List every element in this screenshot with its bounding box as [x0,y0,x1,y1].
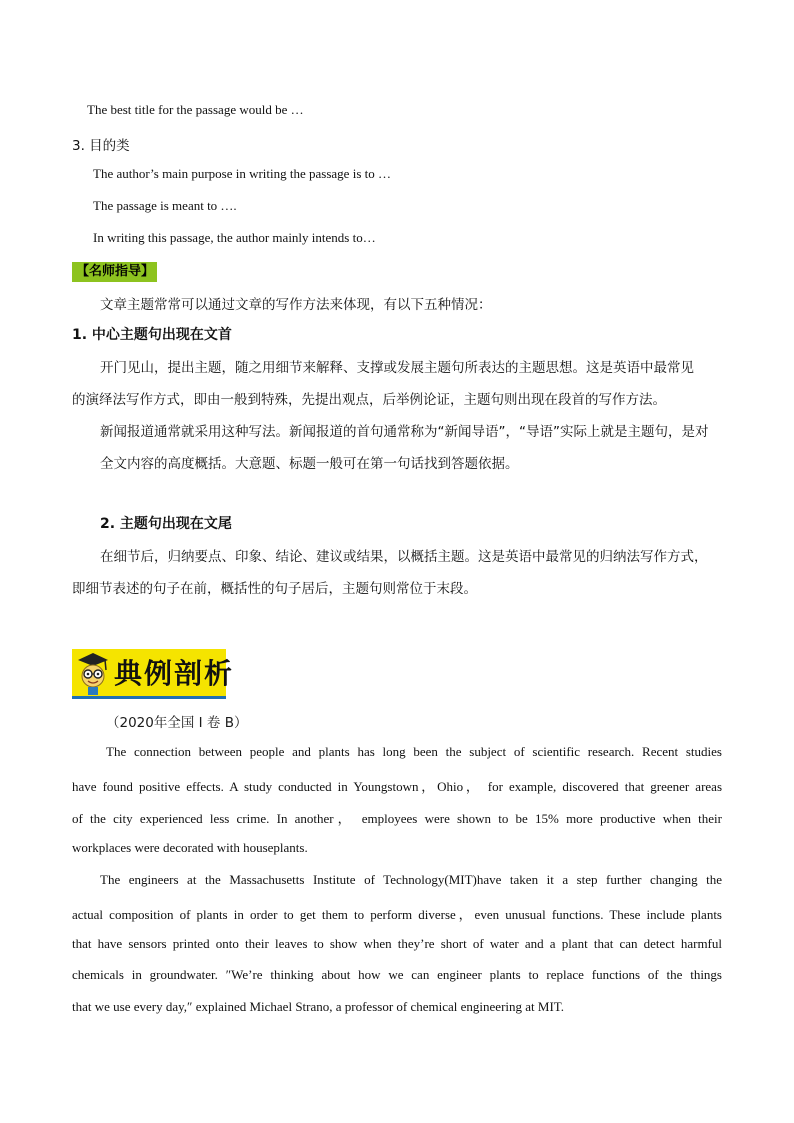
passage-p1-line1: The connection between people and plants has long been the subject of scientific research. Recent studies [106,744,722,759]
purpose-line-2: The passage is meant to …. [93,198,237,213]
section2-heading: 2. 主题句出现在文尾 [100,516,232,532]
s1-para1-line1: 开门见山，提出主题，随之用细节来解释、支撑或发展主题句所表达的主题思想。这是英语中最常见 [100,360,694,376]
passage-p2-line5: that we use every day,″ explained Michael Strano, a professor of chemical engineering at MIT. [72,999,565,1014]
s2-para1-line1: 在细节后，归纳要点、印象、结论、建议或结果，以概括主题。这是英语中最常见的归纳法写作方式， [100,549,708,565]
example-source: （2020年全国 I 卷 B） [106,715,248,731]
s1-para2-line1: 新闻报道通常就采用这种写法。新闻报道的首句通常称为“新闻导语”，“导语”实际上就是主题句，是对 [100,424,709,440]
s2-para1-line2: 即细节表述的句子在前，概括性的句子居后，主题句则常位于末段。 [72,581,477,597]
s1-para2-line2: 全文内容的高度概括。大意题、标题一般可在第一句话找到答题依据。 [100,456,519,472]
example-banner-title: 典例剖析 [114,657,235,690]
section3-heading: 3. 目的类 [72,138,130,154]
section1-heading: 1. 中心主题句出现在文首 [72,327,232,343]
s1-para1-line2: 的演绎法写作方式，即由一般到特殊，先提出观点，后举例论证，主题句则出现在段首的写作方法。 [72,392,666,408]
title-prompt-line: The best title for the passage would be … [87,102,304,117]
guide-tag: 【名师指导】 [72,262,157,282]
passage-p1-line4: workplaces were decorated with houseplants. [72,840,308,855]
guide-intro: 文章主题常常可以通过文章的写作方法来体现，有以下五种情况： [100,297,492,313]
purpose-line-3: In writing this passage, the author mainly intends to… [93,230,376,245]
passage-p2-line1: The engineers at the Massachusetts Institute of Technology(MIT)have taken it a step further changing the [100,872,722,887]
purpose-line-1: The author’s main purpose in writing the passage is to … [93,166,391,181]
example-banner-underline [72,696,226,699]
passage-p2-line3: that have sensors printed onto their leaves to show when they’re short of water and a plant that can detect harmful [72,936,722,951]
passage-p2-line2: actual composition of plants in order to get them to perform diverse，even unusual functions. These include plants [72,907,722,922]
passage-p1-line2: have found positive effects. A study conducted in Youngstown，Ohio， for example, discovered that greener areas [72,779,723,794]
passage-p1-line3: of the city experienced less crime. In another， employees were shown to be 15% more productive when their [72,811,722,826]
passage-p2-line4: chemicals in groundwater. ″We’re thinking about how we can engineer plants to replace functions of the things [72,967,722,982]
scholar-mascot-icon [74,650,112,696]
